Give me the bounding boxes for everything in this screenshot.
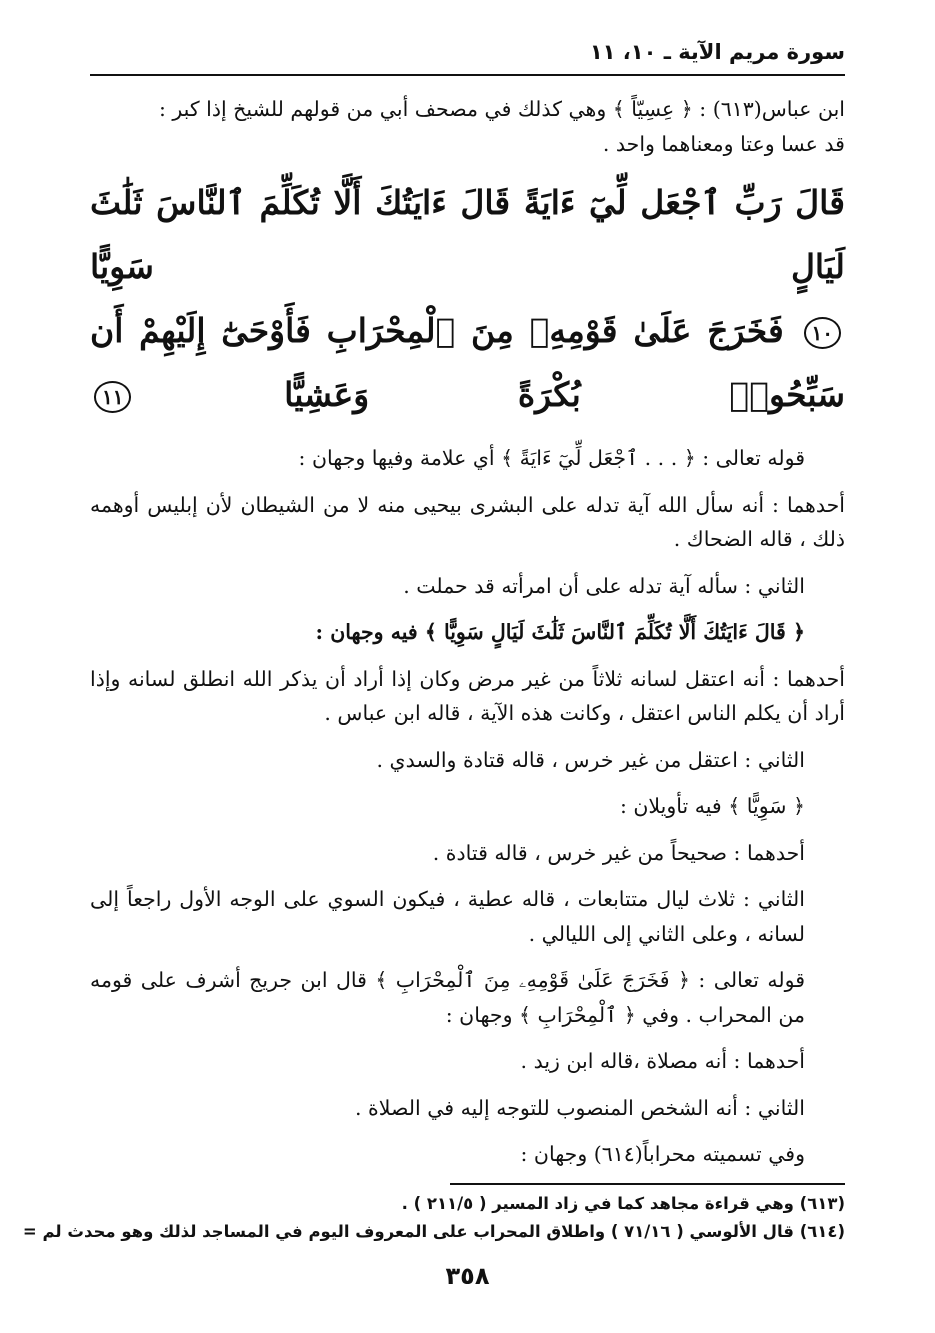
paragraph-second-view-2: الثاني : اعتقل من غير خرس ، قاله قتادة والسدي . bbox=[376, 747, 805, 772]
header-rule bbox=[90, 74, 845, 76]
ayah-number-10: ١٠ bbox=[804, 317, 841, 349]
verse-line-1: قَالَ رَبِّ ٱجْعَل لِّيٓ ءَايَةً قَالَ ءَايَتُكَ أَلَّا تُكَلِّمَ ٱلنَّاسَ ثَلَٰثَ لَيَالٍ سَوِيًّا bbox=[90, 183, 845, 286]
footnote-rule bbox=[450, 1183, 845, 1185]
paragraph-second-interpretation: الثاني : ثلاث ليال متتابعات ، قاله عطية ، فيكون السوي على الوجه الأول راجعاً إلى لسانه ، وعلى الثاني إلى الليالي . bbox=[90, 887, 805, 946]
paragraph-naming: وفي تسميته محراباً(٦١٤) وجهان : bbox=[520, 1142, 805, 1166]
paragraph-first-interpretation: أحدهما : صحيحاً من غير خرس ، قاله قتادة . bbox=[432, 840, 805, 865]
ayah-number-11: ١١ bbox=[94, 381, 131, 413]
intro-line-1: ابن عباس(٦١٣) : ﴿ عِسِيّاً ﴾ وهي كذلك في مصحف أبي من قولهم للشيخ إذا كبر : bbox=[158, 97, 845, 121]
footnote-614: (٦١٤) قال الألوسي ( ٧١/١٦ ) واطلاق المحراب على المعروف اليوم في المساجد لذلك وهو محدث لم = bbox=[22, 1222, 845, 1241]
paragraph-second-view: الثاني : سأله آية تدله على أن امرأته قد حملت . bbox=[403, 573, 805, 598]
footnote-613: (٦١٣) وهي قراءة مجاهد كما في زاد المسير ( ٢١١/٥ ) . bbox=[401, 1194, 845, 1213]
paragraph-sawiyya: ﴿ سَوِيًّا ﴾ فيه تأويلان : bbox=[619, 794, 805, 818]
page-number: ٣٥٨ bbox=[445, 1262, 490, 1290]
page-body bbox=[90, 92, 845, 1172]
paragraph-verse-quote: ﴿ قَالَ ءَايَتُكَ أَلَّا تُكَلِّمَ ٱلنَّاسَ ثَلَٰثَ لَيَالٍ سَوِيًّا ﴾ فيه وجهان : bbox=[315, 620, 805, 644]
running-title: سورة مريم الآية ـ ١٠، ١١ bbox=[589, 40, 845, 64]
paragraph-first-view: أحدهما : أنه سأل الله آية تدله على البشرى بيحيى منه لا من الشيطان لأن إبليس أوهمه ذلك ، قاله الضحاك . bbox=[90, 492, 845, 551]
page-header bbox=[90, 38, 845, 78]
footnotes bbox=[22, 1190, 845, 1246]
paragraph-mihrab-second: الثاني : أنه الشخص المنصوب للتوجه إليه في الصلاة . bbox=[354, 1095, 805, 1120]
verse-line-2: فَخَرَجَ عَلَىٰ قَوْمِهِۦ مِنَ ٱلْمِحْرَابِ فَأَوْحَىٰٓ إِلَيْهِمْ أَن سَبِّحُوا۟ بُكْرَةً وَعَشِيًّا bbox=[90, 311, 845, 414]
intro-line-2: قد عسا وعتا ومعناهما واحد . bbox=[602, 131, 845, 156]
paragraph-first-view-2: أحدهما : أنه اعتقل لسانه ثلاثاً من غير مرض وكان إذا أراد أن يذكر الله انطلق لسانه وإذا أراد أن يكلم الناس اعتقل ، وكانت هذه الآية ، قاله ابن عباس . bbox=[90, 666, 845, 725]
paragraph-mihrab: قوله تعالى : ﴿ فَخَرَجَ عَلَىٰ قَوْمِهِۦ مِنَ ٱلْمِحْرَابِ ﴾ قال ابن جريج أشرف على قومه من المحراب . وفي ﴿ ٱلْمِحْرَابِ ﴾ وجهان : bbox=[90, 968, 805, 1027]
quran-verse-block bbox=[90, 171, 845, 427]
paragraph-commentary: قوله تعالى : ﴿ . . . ٱجْعَل لِّيٓ ءَايَةً ﴾ أي علامة وفيها وجهان : bbox=[298, 446, 805, 470]
paragraph-mihrab-first: أحدهما : أنه مصلاة ،قاله ابن زيد . bbox=[520, 1049, 805, 1073]
